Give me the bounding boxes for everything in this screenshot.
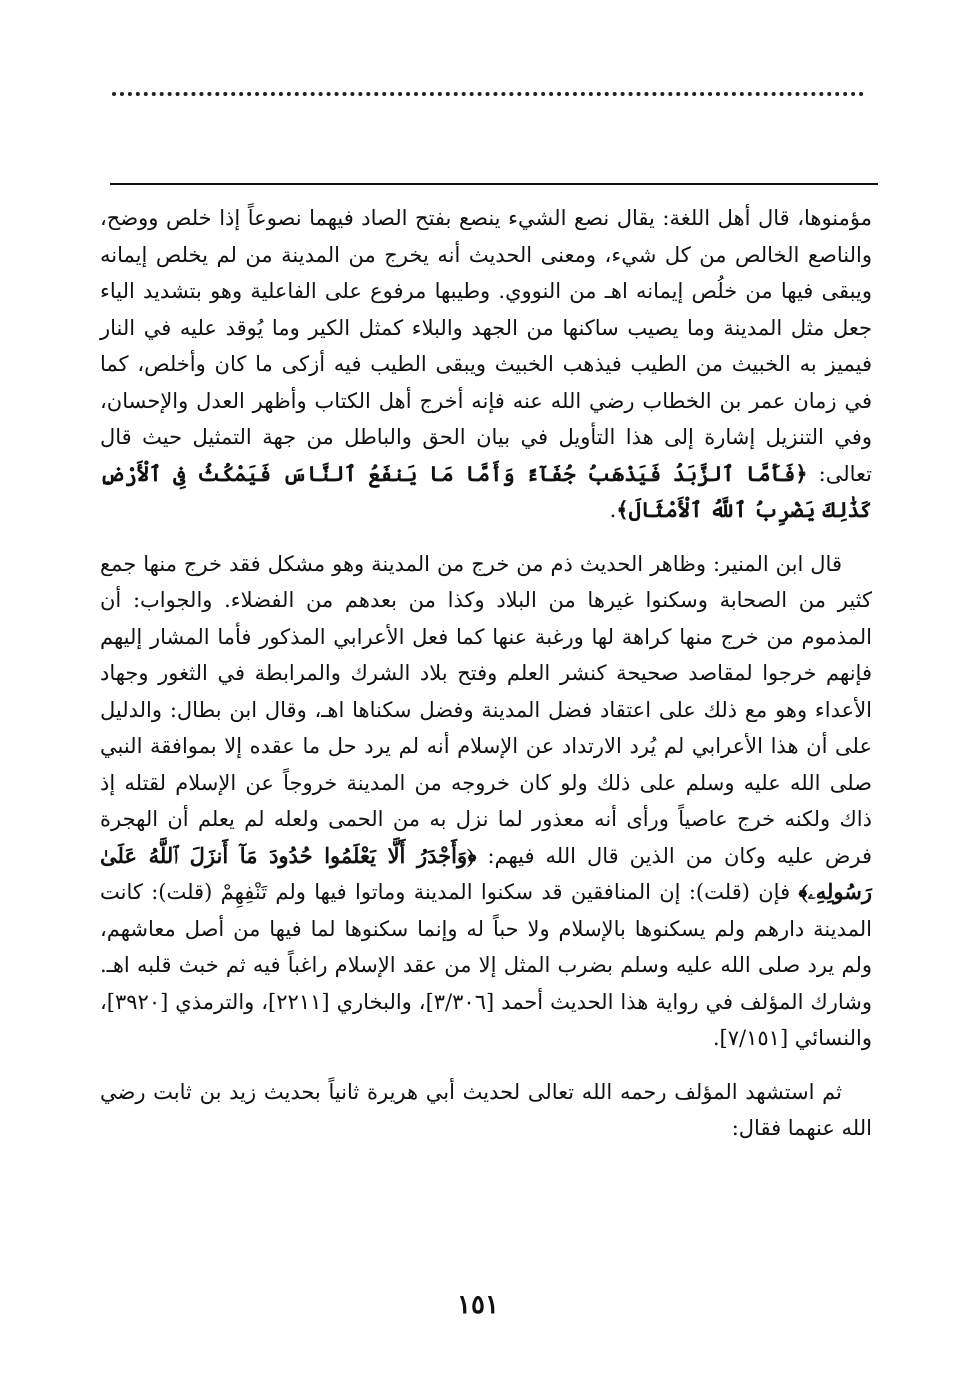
p1-text-2: . [609,498,617,522]
p1-text-1: مؤمنوها، قال أهل اللغة: يقال نصع الشيء ينصع بفتح الصاد فيهما نصوعاً إذا خلص ووضح، والناصع الخالص من كل شيء، ومعنى الحديث أنه يخرج من المدينة من لم يخلص إيمانه ويبقى فيها من خلُص إيمانه اهـ من النووي. وطيبها مرفوع على الفاعلية وهو بتشديد الياء جعل مثل المدينة وما يصيب ساكنها من الجهد والبلاء كمثل الكير وما يُوقد عليه في النار فيميز به الخبيث من الطيب فيذهب الخبيث ويبقى الطيب فيه أزكى ما كان وأخلص، كما في زمان عمر بن الخطاب رضي الله عنه فإنه أخرج أهل الكتاب وأظهر العدل والإحسان، وفي التنزيل إشارة إلى هذا التأويل في بيان الحق والباطل من جهة التمثيل حيث قال تعالى: [100,206,872,486]
page-body [100,200,872,1147]
paragraph-gap [100,1057,872,1074]
horizontal-rule [110,183,878,185]
p2-text-2: فإن (قلت): إن المنافقين قد سكنوا المدينة وماتوا فيها ولم تَنْفِهِمْ (قلت): كانت المدينة دارهم ولم يسكنوها بالإسلام ولا حباً له وإنما سكنوها لما فيها من أصل معاشهم، ولم يرد صلى الله عليه وسلم بضرب المثل إلا من عقد الإسلام راغباً فيه ثم خبث قلبه اهـ. وشارك المؤلف في رواية هذا الحديث أحمد [٣/٣٠٦]، والبخاري [٢٢١١]، والترمذي [٣٩٢٠]، والنسائي [٧/١٥١]. [100,880,872,1050]
quran-verse-2: ﴿وَأَجْدَرُ أَلَّا يَعْلَمُوا حُدُودَ مَآ أَنزَلَ ٱللَّهُ عَلَىٰ رَسُولِهِۦ﴾ [100,842,872,904]
p3-text-1: ثم استشهد المؤلف رحمه الله تعالى لحديث أبي هريرة ثانياً بحديث زيد بن ثابت رضي الله عنهما فقال: [100,1079,872,1140]
dotted-separator [112,92,864,96]
page-number: ١٥١ [457,1290,499,1320]
paragraph-1 [100,200,872,529]
paragraph-3 [100,1074,872,1147]
quran-verse-1: ﴿فَأَمَّا ٱلزَّبَدُ فَيَذْهَبُ جُفَآءً وَأَمَّا مَا يَنفَعُ ٱلنَّاسَ فَيَمْكُثُ فِى ٱلْأَرْضِ كَذَٰلِكَ يَضْرِبُ ٱللَّهُ ٱلْأَمْثَالَ﴾ [100,460,872,522]
paragraph-gap [100,529,872,546]
p2-text-1: قال ابن المنير: وظاهر الحديث ذم من خرج من المدينة وهو مشكل فقد خرج منها جمع كثير من الصحابة وسكنوا غيرها من البلاد وكذا من بعدهم من الفضلاء. والجواب: أن المذموم من خرج منها كراهة لها ورغبة عنها كما فعل الأعرابي المذكور فأما المشار إليهم فإنهم خرجوا لمقاصد صحيحة كنشر العلم وفتح بلاد الشرك والمرابطة في الثغور وجهاد الأعداء وهو مع ذلك على اعتقاد فضل المدينة وفضل سكناها اهـ، وقال ابن بطال: والدليل على أن هذا الأعرابي لم يُرد الارتداد عن الإسلام أنه لم يرد حل ما عقده إلا بموافقة النبي صلى الله عليه وسلم على ذلك ولو كان خروجه من المدينة خروجاً عن الإسلام لقتله إذ ذاك ولكنه خرج عاصياً ورأى أنه معذور لما نزل به من الحمى ولعله لم يعلم أن الهجرة فرض عليه وكان من الذين قال الله فيهم: [100,551,872,868]
paragraph-2 [100,546,872,1057]
